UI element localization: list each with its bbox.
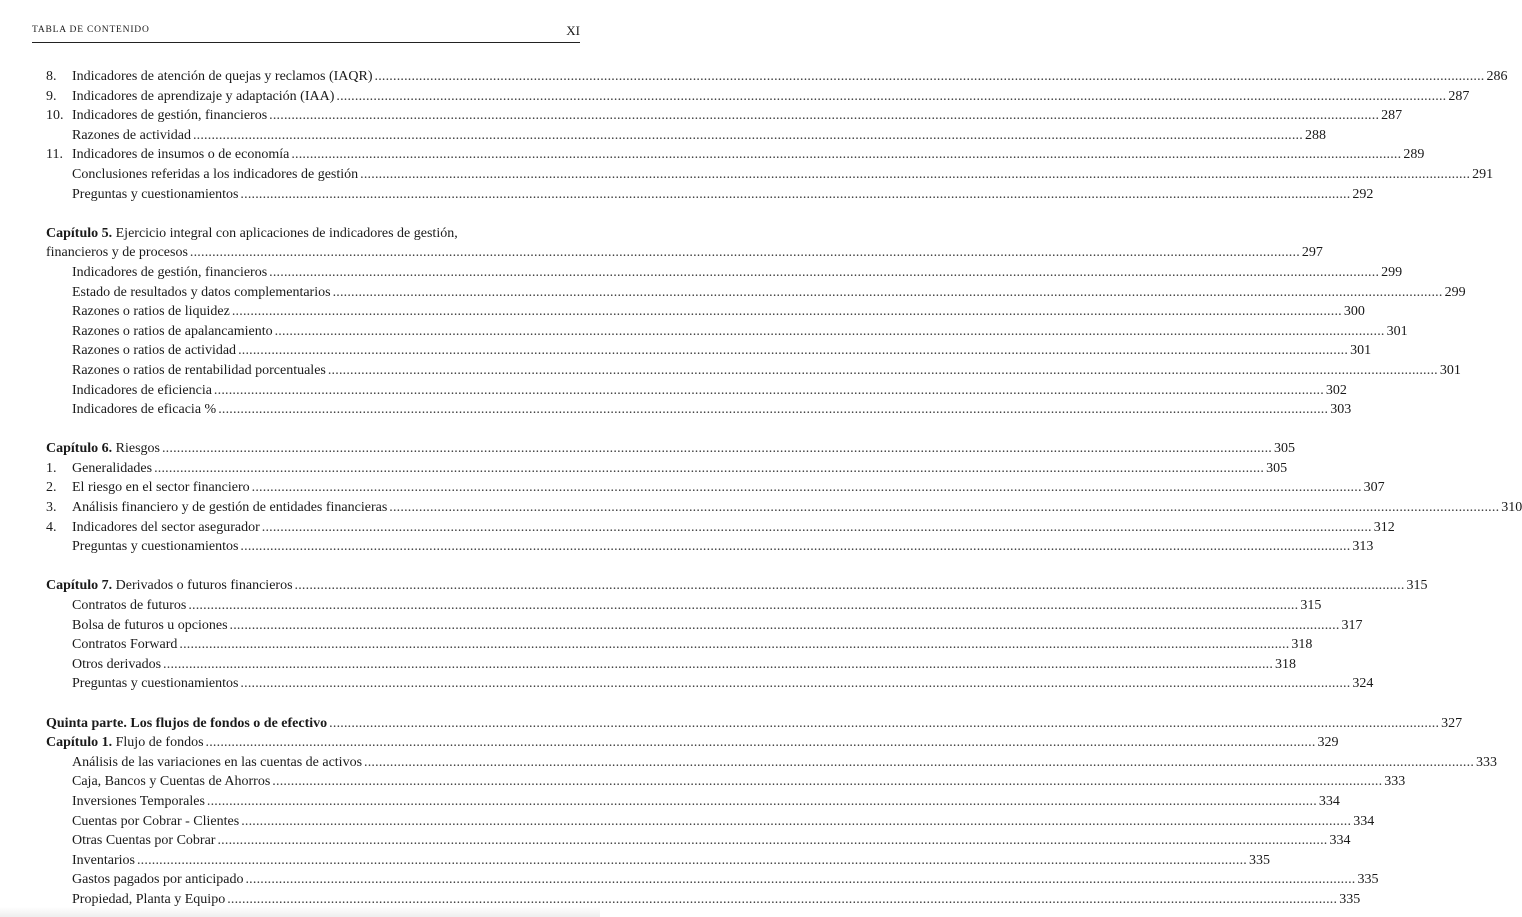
entry-page-number: 288	[1304, 127, 1326, 143]
entry-page-number: 307	[1363, 480, 1385, 496]
chapter-label: Capítulo 6.	[46, 441, 113, 457]
toc-entry	[46, 322, 1408, 342]
chapter-title-continuation	[46, 243, 1323, 263]
toc-entry	[46, 185, 1374, 205]
toc-entry	[46, 753, 1498, 773]
entry-page-number: 302	[1325, 382, 1347, 398]
toc-entry	[46, 67, 1508, 87]
entry-title: Razones o ratios de actividad	[72, 343, 237, 359]
entry-number: 3.	[46, 500, 57, 516]
dot-leader: ............................................................................................................................................................................................................................................................................................................	[364, 754, 1475, 770]
table-of-contents	[46, 67, 1522, 910]
entry-page-number: 334	[1318, 793, 1340, 809]
entry-title: Razones o ratios de rentabilidad porcentuales	[72, 362, 326, 378]
toc-spacer	[46, 420, 572, 440]
chapter-heading	[46, 733, 204, 753]
toc-entry	[46, 831, 1351, 851]
entry-title: Contratos Forward	[72, 637, 178, 653]
chapter-label: Capítulo 1.	[46, 735, 113, 751]
chapter-title-text: Riesgos	[112, 441, 160, 457]
chapter-heading	[46, 439, 160, 459]
dot-leader: ............................................................................................................................................................................................................................................................................................................	[332, 284, 1443, 300]
toc-entry	[46, 341, 1372, 361]
entry-title: Indicadores de eficacia %	[72, 402, 217, 418]
entry-page-number: 329	[1317, 735, 1339, 751]
entry-title: Razones de actividad	[72, 127, 191, 143]
toc-spacer	[46, 694, 572, 714]
toc-entry	[46, 870, 1379, 890]
entry-page-number: 305	[1266, 460, 1288, 476]
entry-page-number: 335	[1357, 872, 1379, 888]
entry-page-number: 291	[1472, 166, 1494, 182]
chapter-title-text: financieros y de procesos	[46, 245, 188, 261]
dot-leader: ............................................................................................................................................................................................................................................................................................................	[227, 891, 1338, 907]
chapter-title-text: Flujo de fondos	[112, 735, 204, 751]
part-heading: Quinta parte. Los flujos de fondos o de efectivo	[46, 715, 328, 731]
entry-title: Análisis financiero y de gestión de entidades financieras	[72, 500, 388, 516]
dot-leader: ............................................................................................................................................................................................................................................................................................................	[327, 362, 1438, 378]
chapter-entry	[46, 576, 1428, 596]
entry-page-number: 333	[1476, 754, 1498, 770]
toc-entry	[46, 381, 1347, 401]
entry-page-number: 317	[1341, 617, 1363, 633]
dot-leader: ............................................................................................................................................................................................................................................................................................................	[241, 813, 1352, 829]
dot-leader: ............................................................................................................................................................................................................................................................................................................	[336, 88, 1447, 104]
toc-entry	[46, 302, 1365, 322]
dot-leader: ............................................................................................................................................................................................................................................................................................................	[240, 186, 1351, 202]
entry-page-number: 327	[1441, 715, 1463, 731]
scan-edge	[0, 907, 600, 917]
dot-leader: ............................................................................................................................................................................................................................................................................................................	[163, 656, 1274, 672]
entry-title: Análisis de las variaciones en las cuentas de activos	[72, 754, 363, 770]
dot-leader: ............................................................................................................................................................................................................................................................................................................	[269, 108, 1380, 124]
entry-page-number: 334	[1329, 833, 1351, 849]
dot-leader: ............................................................................................................................................................................................................................................................................................................	[245, 872, 1356, 888]
toc-entry	[46, 400, 1352, 420]
entry-number: 8.	[46, 69, 57, 84]
entry-page-number: 301	[1386, 323, 1408, 339]
entry-page-number: 289	[1403, 147, 1425, 163]
entry-page-number: 305	[1273, 441, 1295, 457]
entry-title: Indicadores de eficiencia	[72, 382, 212, 398]
toc-entry	[46, 498, 1522, 518]
entry-title: Otros derivados	[72, 656, 162, 672]
entry-number: 9.	[46, 88, 57, 104]
entry-page-number: 335	[1248, 852, 1270, 868]
dot-leader: ............................................................................................................................................................................................................................................................................................................	[274, 323, 1385, 339]
entry-title: Propiedad, Planta y Equipo	[72, 891, 226, 907]
entry-page-number: 318	[1275, 656, 1297, 672]
toc-entry	[46, 283, 1466, 303]
entry-title: Cuentas por Cobrar - Clientes	[72, 813, 240, 829]
entry-page-number: 333	[1384, 774, 1406, 790]
chapter-entry	[46, 733, 1339, 753]
entry-title: Preguntas y cuestionamientos	[72, 539, 239, 555]
dot-leader: ............................................................................................................................................................................................................................................................................................................	[374, 69, 1485, 84]
entry-title: Estado de resultados y datos complementarios	[72, 284, 331, 300]
toc-entry	[46, 361, 1461, 381]
toc-spacer	[46, 204, 572, 224]
dot-leader: ............................................................................................................................................................................................................................................................................................................	[238, 343, 1349, 359]
entry-page-number: 287	[1381, 108, 1403, 124]
entry-title: Preguntas y cuestionamientos	[72, 676, 239, 692]
dot-leader: ............................................................................................................................................................................................................................................................................................................	[189, 245, 1300, 261]
entry-title: Conclusiones referidas a los indicadores de gestión	[72, 166, 359, 182]
toc-entry	[46, 145, 1425, 165]
entry-title: Indicadores de aprendizaje y adaptación (IAA)	[72, 88, 335, 104]
dot-leader: ............................................................................................................................................................................................................................................................................................................	[291, 147, 1402, 163]
entry-title: El riesgo en el sector financiero	[72, 480, 250, 496]
entry-title: Indicadores de gestión, financieros	[72, 108, 268, 124]
dot-leader: ............................................................................................................................................................................................................................................................................................................	[251, 480, 1362, 496]
dot-leader: ............................................................................................................................................................................................................................................................................................................	[192, 127, 1303, 143]
entry-number: 11.	[46, 147, 63, 163]
dot-leader: ............................................................................................................................................................................................................................................................................................................	[154, 460, 1265, 476]
toc-entry	[46, 635, 1313, 655]
toc-entry	[46, 165, 1494, 185]
entry-page-number: 310	[1501, 500, 1522, 516]
page-number: XI	[566, 23, 580, 38]
entry-page-number: 299	[1381, 264, 1403, 280]
chapter-title-line	[46, 224, 572, 244]
entry-title: Razones o ratios de apalancamiento	[72, 323, 273, 339]
toc-entry	[46, 655, 1297, 675]
dot-leader: ............................................................................................................................................................................................................................................................................................................	[389, 500, 1500, 516]
entry-title: Contratos de futuros	[72, 598, 187, 614]
entry-number: 1.	[46, 460, 57, 476]
toc-entry	[46, 263, 1403, 283]
entry-title: Inventarios	[72, 852, 135, 868]
entry-page-number: 287	[1448, 88, 1470, 104]
dot-leader: ............................................................................................................................................................................................................................................................................................................	[240, 676, 1351, 692]
toc-entry	[46, 616, 1363, 636]
toc-entry	[46, 674, 1374, 694]
dot-leader: ............................................................................................................................................................................................................................................................................................................	[360, 166, 1471, 182]
entry-page-number: 324	[1352, 676, 1374, 692]
entry-title: Bolsa de futuros u opciones	[72, 617, 228, 633]
dot-leader: ............................................................................................................................................................................................................................................................................................................	[217, 833, 1328, 849]
entry-title: Gastos pagados por anticipado	[72, 872, 244, 888]
entry-page-number: 286	[1486, 69, 1508, 84]
entry-page-number: 315	[1406, 578, 1428, 594]
entry-page-number: 335	[1339, 891, 1361, 907]
dot-leader: ............................................................................................................................................................................................................................................................................................................	[218, 402, 1329, 418]
toc-spacer	[46, 557, 572, 577]
entry-page-number: 315	[1300, 598, 1322, 614]
toc-entry	[46, 478, 1385, 498]
entry-page-number: 318	[1291, 637, 1313, 653]
entry-title: Generalidades	[72, 460, 153, 476]
dot-leader: ............................................................................................................................................................................................................................................................................................................	[272, 774, 1383, 790]
entry-title: Indicadores de insumos o de economía	[72, 147, 290, 163]
entry-page-number: 297	[1301, 245, 1323, 261]
entry-title: Otras Cuentas por Cobrar	[72, 833, 216, 849]
toc-entry	[46, 537, 1374, 557]
entry-title: Inversiones Temporales	[72, 793, 205, 809]
dot-leader: ............................................................................................................................................................................................................................................................................................................	[269, 264, 1380, 280]
dot-leader: ............................................................................................................................................................................................................................................................................................................	[161, 441, 1272, 457]
entry-title: Indicadores de atención de quejas y reclamos (IAQR)	[72, 69, 373, 84]
toc-entry	[46, 87, 1470, 107]
chapter-label: Capítulo 5.	[46, 225, 113, 241]
entry-title: Caja, Bancos y Cuentas de Ahorros	[72, 774, 271, 790]
entry-page-number: 301	[1350, 343, 1372, 359]
entry-title: Indicadores de gestión, financieros	[72, 264, 268, 280]
entry-title: Razones o ratios de liquidez	[72, 304, 230, 320]
toc-entry	[46, 596, 1322, 616]
dot-leader: ............................................................................................................................................................................................................................................................................................................	[205, 735, 1316, 751]
entry-page-number: 303	[1330, 402, 1352, 418]
dot-leader: ............................................................................................................................................................................................................................................................................................................	[213, 382, 1324, 398]
toc-entry	[46, 792, 1340, 812]
dot-leader: ............................................................................................................................................................................................................................................................................................................	[294, 578, 1405, 594]
entry-title: Indicadores del sector asegurador	[72, 519, 260, 535]
chapter-title-text: Ejercicio integral con aplicaciones de indicadores de gestión,	[112, 225, 458, 241]
dot-leader: ............................................................................................................................................................................................................................................................................................................	[329, 715, 1440, 731]
dot-leader: ............................................................................................................................................................................................................................................................................................................	[179, 637, 1290, 653]
chapter-entry	[46, 439, 1295, 459]
chapter-title-text: Derivados o futuros financieros	[112, 578, 293, 594]
toc-entry	[46, 812, 1375, 832]
chapter-heading	[46, 576, 293, 596]
dot-leader: ............................................................................................................................................................................................................................................................................................................	[240, 539, 1351, 555]
toc-entry	[46, 126, 1326, 146]
dot-leader: ............................................................................................................................................................................................................................................................................................................	[229, 617, 1340, 633]
entry-page-number: 292	[1352, 186, 1374, 202]
entry-page-number: 300	[1343, 304, 1365, 320]
entry-page-number: 312	[1373, 519, 1395, 535]
dot-leader: ............................................................................................................................................................................................................................................................................................................	[231, 304, 1342, 320]
running-header-title: TABLA DE CONTENIDO	[32, 25, 150, 35]
part-entry	[46, 714, 1463, 734]
entry-title: Preguntas y cuestionamientos	[72, 186, 239, 202]
entry-number: 2.	[46, 480, 57, 496]
toc-entry	[46, 772, 1406, 792]
entry-number: 4.	[46, 519, 57, 535]
toc-entry	[46, 851, 1270, 871]
entry-page-number: 313	[1352, 539, 1374, 555]
dot-leader: ............................................................................................................................................................................................................................................................................................................	[206, 793, 1317, 809]
toc-entry	[46, 459, 1288, 479]
chapter-label: Capítulo 7.	[46, 578, 113, 594]
entry-number: 10.	[46, 108, 64, 124]
toc-entry	[46, 518, 1395, 538]
entry-page-number: 299	[1444, 284, 1466, 300]
running-header	[32, 22, 580, 43]
dot-leader: ............................................................................................................................................................................................................................................................................................................	[261, 519, 1372, 535]
entry-page-number: 301	[1439, 362, 1461, 378]
dot-leader: ............................................................................................................................................................................................................................................................................................................	[188, 598, 1299, 614]
entry-page-number: 334	[1353, 813, 1375, 829]
dot-leader: ............................................................................................................................................................................................................................................................................................................	[136, 852, 1247, 868]
toc-entry	[46, 106, 1403, 126]
